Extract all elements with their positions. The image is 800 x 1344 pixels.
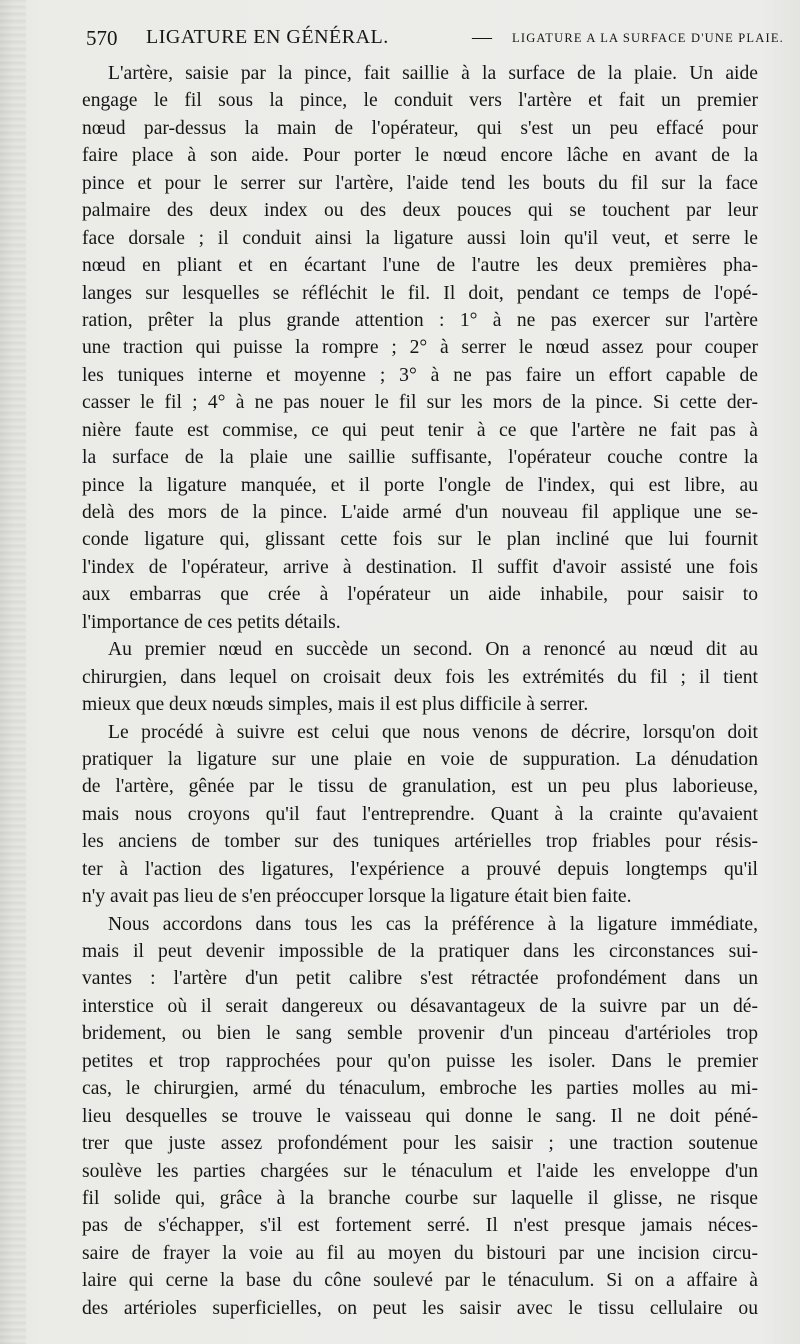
text-line: face dorsale ; il conduit ainsi la ligature aussi loin qu'il veut, et serre le xyxy=(82,227,758,249)
text-line: ter à l'action des ligatures, l'expérience a prouvé depuis longtemps qu'il xyxy=(82,858,758,880)
text-line: nœud par-dessus la main de l'opérateur, qui s'est un peu effacé pour xyxy=(82,117,758,139)
running-header xyxy=(86,26,784,60)
text-line: mais il peut devenir impossible de la pratiquer dans les circonstances sui- xyxy=(82,941,758,962)
text-line: langes sur lesquelles se réfléchit le fil. Il doit, pendant ce temps de l'opé- xyxy=(82,282,758,304)
text-line: cas, le chirurgien, armé du ténaculum, embroche les parties molles au mi- xyxy=(82,1078,758,1100)
text-line: n'y avait pas lieu de s'en préoccuper lorsque la ligature était bien faite. xyxy=(82,886,632,908)
text-line: mieux que deux nœuds simples, mais il est plus difficile à serrer. xyxy=(82,694,589,716)
text-line: pas de s'échapper, s'il est fortement serré. Il n'est presque jamais néces- xyxy=(82,1215,758,1237)
text-line: laire qui cerne la base du cône soulevé par le ténaculum. Si on a affaire à xyxy=(82,1270,758,1292)
text-line: L'artère, saisie par la pince, fait saillie à la surface de la plaie. Un aide xyxy=(108,63,758,84)
text-line: conde ligature qui, glissant cette fois sur le plan incliné que lui fournit xyxy=(82,529,758,551)
text-line: de l'artère, gênée par le tissu de granulation, est un peu plus laborieuse, xyxy=(82,776,758,798)
text-line: interstice où il serait dangereux ou désavantageux de la suivre par un dé- xyxy=(82,995,758,1017)
text-line: Au premier nœud en succède un second. On a renoncé au nœud dit au xyxy=(108,639,758,661)
text-line: Nous accordons dans tous les cas la préférence à la ligature immédiate, xyxy=(108,913,758,935)
page-number: 570 xyxy=(86,26,118,50)
text-line: une traction qui puisse la rompre ; 2° à serrer le nœud assez pour couper xyxy=(82,337,758,359)
text-line: nœud en pliant et en écartant l'une de l'autre les deux premières pha- xyxy=(82,255,758,277)
page-spine-edge xyxy=(0,0,26,1344)
body-text xyxy=(82,60,758,1322)
text-line: les tuniques interne et moyenne ; 3° à ne pas faire un effort capable de xyxy=(82,364,758,386)
text-line: fil solide qui, grâce à la branche courbe sur laquelle il glisse, ne risque xyxy=(82,1187,758,1209)
text-line: Le procédé à suivre est celui que nous venons de décrire, lorsqu'on doit xyxy=(108,721,758,743)
text-line: pince la ligature manquée, et il porte l'ongle de l'index, qui est libre, au xyxy=(82,474,758,496)
text-line: palmaire des deux index ou des deux pouces qui se touchent par leur xyxy=(82,200,758,222)
text-line: l'index de l'opérateur, arrive à destination. Il suffit d'avoir assisté une fois xyxy=(82,556,758,578)
text-line: lieu desquelles se trouve le vaisseau qui donne le sang. Il ne doit péné- xyxy=(82,1105,758,1127)
header-title: LIGATURE EN GÉNÉRAL. xyxy=(146,26,389,48)
text-line: bridement, ou bien le sang semble provenir d'un pinceau d'artérioles trop xyxy=(82,1023,758,1045)
text-line: aux embarras que crée à l'opérateur un aide inhabile, pour saisir to xyxy=(82,584,758,606)
text-line: l'importance de ces petits détails. xyxy=(82,611,341,633)
text-line: trer que juste assez profondément pour les saisir ; une traction soutenue xyxy=(82,1133,758,1155)
text-line: mais nous croyons qu'il faut l'entreprendre. Quant à la crainte qu'avaient xyxy=(82,803,758,825)
text-line: faire place à son aide. Pour porter le nœud encore lâche en avant de la xyxy=(82,145,758,167)
text-line: ration, prêter la plus grande attention : 1° à ne pas exercer sur l'artère xyxy=(82,309,758,331)
text-line: casser le fil ; 4° à ne pas nouer le fil sur les mors de la pince. Si cette der- xyxy=(82,392,758,414)
text-line: vantes : l'artère d'un petit calibre s'est rétractée profondément dans un xyxy=(82,968,758,990)
header-subtitle: LIGATURE A LA SURFACE D'UNE PLAIE. xyxy=(512,31,784,45)
text-line: pratiquer la ligature sur une plaie en voie de suppuration. La dénudation xyxy=(82,748,758,770)
text-line: saire de frayer la voie au fil au moyen du bistouri par une incision circu- xyxy=(82,1242,758,1264)
text-line: chirurgien, dans lequel on croisait deux fois les extrémités du fil ; il tient xyxy=(82,666,758,688)
text-line: nière faute est commise, ce qui peut tenir à ce que l'artère ne fait pas à xyxy=(82,419,758,441)
text-line: la surface de la plaie une saillie suffisante, l'opérateur couche contre la xyxy=(82,447,758,469)
text-line: pince et pour le serrer sur l'artère, l'aide tend les bouts du fil sur la face xyxy=(82,172,758,194)
text-line: soulève les parties chargées sur le ténaculum et l'aide les enveloppe d'un xyxy=(82,1160,758,1182)
text-line: engage le fil sous la pince, le conduit vers l'artère et fait un premier xyxy=(82,90,758,112)
text-line: delà des mors de la pince. L'aide armé d'un nouveau fil applique une se- xyxy=(82,502,758,523)
text-line: des artérioles superficielles, on peut les saisir avec le tissu cellulaire ou xyxy=(82,1297,758,1319)
text-line: les anciens de tomber sur des tuniques artérielles trop friables pour résis- xyxy=(82,831,758,853)
header-dash: — xyxy=(472,26,492,48)
text-line: petites et trop rapprochées pour qu'on puisse les isoler. Dans le premier xyxy=(82,1050,758,1072)
